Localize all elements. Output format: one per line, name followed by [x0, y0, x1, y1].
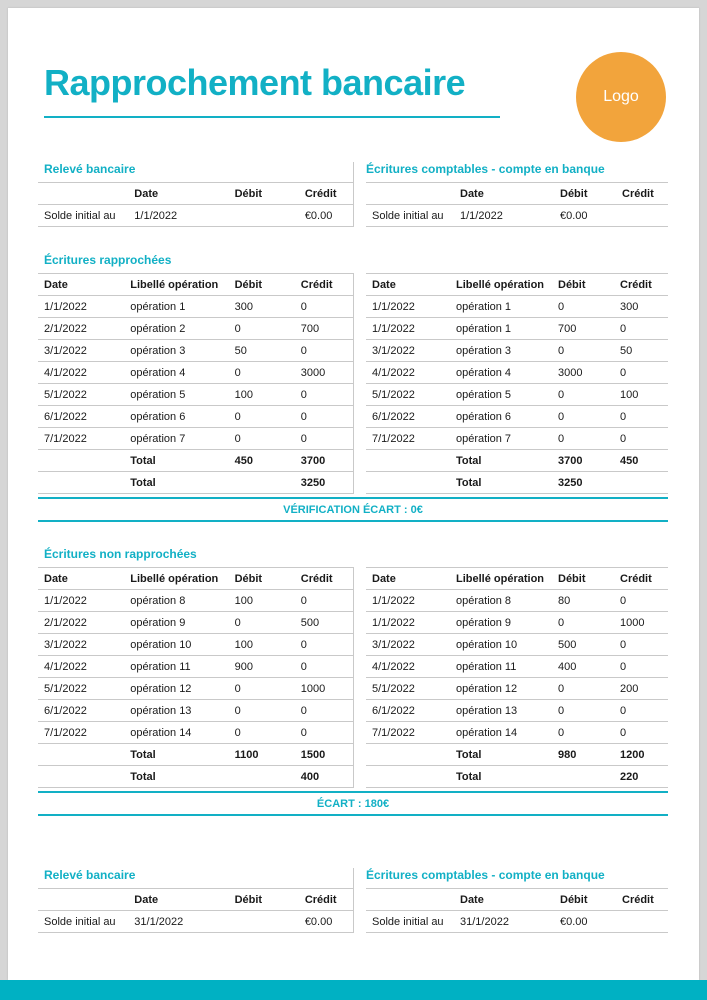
table-cell: 0	[295, 721, 353, 743]
table-row	[366, 383, 668, 405]
table-row	[366, 589, 668, 611]
table-cell: 100	[614, 383, 668, 405]
table-cell: opération 2	[124, 317, 228, 339]
section-heading-non-rapprochees: Écritures non rapprochées	[44, 546, 197, 561]
table-cell: Total	[124, 743, 228, 765]
table-header-row	[38, 182, 353, 204]
table-row	[38, 317, 353, 339]
table-row	[38, 295, 353, 317]
column-header: Débit	[554, 888, 616, 910]
table-cell: 1/1/2022	[454, 204, 554, 226]
table-cell: Total	[450, 471, 552, 493]
table-cell: Total	[124, 449, 228, 471]
table-cell: opération 6	[124, 405, 228, 427]
table-cell: 0	[295, 633, 353, 655]
table-cell: opération 4	[450, 361, 552, 383]
table-cell: 0	[614, 317, 668, 339]
table-row	[366, 361, 668, 383]
logo	[576, 52, 666, 142]
table-cell: 300	[229, 295, 295, 317]
column-header: Crédit	[295, 273, 353, 295]
table-cell: Solde initial au	[38, 204, 128, 226]
table-cell: 0	[295, 383, 353, 405]
table-cell: 0	[295, 427, 353, 449]
table-row	[366, 405, 668, 427]
solde-final-releve	[38, 868, 353, 933]
table-cell: 980	[552, 743, 614, 765]
column-header	[366, 182, 454, 204]
table-cell: opération 7	[124, 427, 228, 449]
table-cell: 3/1/2022	[366, 633, 450, 655]
table-cell	[38, 471, 124, 493]
table-cell	[366, 449, 450, 471]
rapprochees-banque	[38, 273, 353, 494]
column-header: Débit	[552, 273, 614, 295]
table-cell: 3700	[295, 449, 353, 471]
column-header: Débit	[229, 273, 295, 295]
table-cell: €0.00	[299, 204, 353, 226]
table-cell: 6/1/2022	[38, 405, 124, 427]
non-rapprochees-comptables-table	[366, 567, 668, 788]
table-cell: opération 12	[124, 677, 228, 699]
table-row	[38, 471, 353, 493]
table-cell: 4/1/2022	[366, 655, 450, 677]
table-cell: 7/1/2022	[38, 427, 124, 449]
non-rapprochees-banque	[38, 567, 353, 788]
table-cell: 500	[552, 633, 614, 655]
table-cell: opération 14	[450, 721, 552, 743]
column-header: Date	[128, 182, 228, 204]
non-rapprochees-comptables	[353, 567, 668, 788]
table-cell	[229, 910, 299, 932]
title-underline	[44, 116, 500, 118]
rapprochees-comptables-table	[366, 273, 668, 494]
table-cell: 1/1/2022	[366, 317, 450, 339]
table-cell: 0	[229, 405, 295, 427]
table-cell: 3/1/2022	[366, 339, 450, 361]
column-header: Crédit	[616, 888, 668, 910]
table-cell: 900	[229, 655, 295, 677]
table-cell: 0	[295, 699, 353, 721]
table-cell: 0	[295, 405, 353, 427]
table-cell: 2/1/2022	[38, 317, 124, 339]
section-ecritures-non-rapprochees	[38, 547, 668, 816]
table-row	[38, 765, 353, 787]
section-heading-rapprochees: Écritures rapprochées	[44, 252, 172, 267]
table-cell: 0	[614, 721, 668, 743]
table-cell: 0	[614, 427, 668, 449]
table-cell: 4/1/2022	[38, 361, 124, 383]
solde-initial-comptables	[353, 162, 668, 227]
table-cell: opération 8	[450, 589, 552, 611]
table-cell: 50	[614, 339, 668, 361]
table-cell: 1100	[229, 743, 295, 765]
table-row	[366, 317, 668, 339]
table-cell: €0.00	[299, 910, 353, 932]
table-cell	[614, 471, 668, 493]
table-row	[38, 611, 353, 633]
table-cell: Total	[124, 471, 228, 493]
column-header: Libellé opération	[450, 567, 552, 589]
table-cell: 0	[552, 699, 614, 721]
table-cell: Solde initial au	[38, 910, 128, 932]
table-row	[366, 743, 668, 765]
table-cell	[366, 743, 450, 765]
table-cell: 1/1/2022	[366, 295, 450, 317]
table-cell: 0	[552, 295, 614, 317]
section-heading-releve-bancaire-final: Relevé bancaire	[44, 867, 136, 882]
table-cell: 100	[229, 589, 295, 611]
table-cell: 0	[229, 427, 295, 449]
section-heading-ecritures-comptables-final: Écritures comptables - compte en banque	[366, 867, 605, 882]
section-solde-initial	[38, 162, 668, 227]
column-header: Débit	[229, 567, 295, 589]
table-cell: 0	[552, 677, 614, 699]
non-rapprochees-banque-table	[38, 567, 353, 788]
table-cell: 0	[295, 295, 353, 317]
table-cell: 0	[614, 361, 668, 383]
table-row	[366, 339, 668, 361]
table-cell	[616, 910, 668, 932]
table-cell: 450	[614, 449, 668, 471]
table-cell: 3000	[295, 361, 353, 383]
table-cell	[552, 765, 614, 787]
column-header: Date	[38, 567, 124, 589]
table-cell: 0	[614, 633, 668, 655]
document-page	[8, 8, 699, 980]
table-cell: 0	[229, 721, 295, 743]
table-row	[366, 655, 668, 677]
table-cell: opération 14	[124, 721, 228, 743]
table-cell: 3/1/2022	[38, 633, 124, 655]
table-row	[38, 677, 353, 699]
table-cell: 700	[295, 317, 353, 339]
table-row	[38, 204, 353, 226]
table-cell: opération 10	[124, 633, 228, 655]
column-header: Date	[128, 888, 228, 910]
table-row	[366, 721, 668, 743]
table-cell: 100	[229, 383, 295, 405]
table-row	[38, 633, 353, 655]
table-cell: 1/1/2022	[128, 204, 228, 226]
column-header: Crédit	[299, 888, 353, 910]
solde-final-comptables-table	[366, 888, 668, 933]
table-cell: 1/1/2022	[38, 589, 124, 611]
column-header: Crédit	[614, 567, 668, 589]
table-row	[366, 449, 668, 471]
column-header: Date	[366, 273, 450, 295]
solde-initial-comptables-table	[366, 182, 668, 227]
table-header-row	[366, 567, 668, 589]
table-cell: 80	[552, 589, 614, 611]
table-cell: 3250	[295, 471, 353, 493]
table-cell: 1000	[614, 611, 668, 633]
table-cell: 5/1/2022	[366, 677, 450, 699]
solde-final-comptables	[353, 868, 668, 933]
table-cell: opération 5	[124, 383, 228, 405]
table-header-row	[366, 888, 668, 910]
table-cell: opération 6	[450, 405, 552, 427]
column-header: Libellé opération	[450, 273, 552, 295]
table-cell: 7/1/2022	[38, 721, 124, 743]
column-header: Date	[38, 273, 124, 295]
table-cell: opération 8	[124, 589, 228, 611]
table-cell: opération 9	[450, 611, 552, 633]
table-row	[366, 427, 668, 449]
table-row	[38, 361, 353, 383]
table-cell: opération 13	[124, 699, 228, 721]
table-cell: opération 1	[124, 295, 228, 317]
table-cell: opération 4	[124, 361, 228, 383]
table-row	[38, 589, 353, 611]
column-header: Libellé opération	[124, 273, 228, 295]
column-header: Date	[454, 888, 554, 910]
table-cell: €0.00	[554, 910, 616, 932]
document-header	[8, 64, 699, 118]
table-row	[38, 449, 353, 471]
table-row	[38, 721, 353, 743]
section-heading-releve-bancaire: Relevé bancaire	[44, 161, 136, 176]
table-row	[38, 743, 353, 765]
solde-initial-releve	[38, 162, 353, 227]
table-row	[38, 405, 353, 427]
table-row	[38, 699, 353, 721]
section-ecritures-rapprochees	[38, 253, 668, 522]
table-cell: opération 5	[450, 383, 552, 405]
table-cell: opération 10	[450, 633, 552, 655]
table-cell: opération 3	[450, 339, 552, 361]
table-row	[38, 427, 353, 449]
table-cell: 100	[229, 633, 295, 655]
table-cell: 200	[614, 677, 668, 699]
solde-initial-releve-table	[38, 182, 353, 227]
table-cell: Solde initial au	[366, 204, 454, 226]
table-row	[366, 204, 668, 226]
table-row	[366, 471, 668, 493]
column-header: Débit	[554, 182, 616, 204]
table-cell: 0	[614, 405, 668, 427]
column-header	[38, 888, 128, 910]
table-cell: Total	[124, 765, 228, 787]
table-header-row	[38, 888, 353, 910]
table-row	[38, 655, 353, 677]
table-cell: 5/1/2022	[38, 383, 124, 405]
table-row	[38, 910, 353, 932]
column-header: Date	[366, 567, 450, 589]
rapprochees-tables	[38, 273, 668, 494]
table-cell: 220	[614, 765, 668, 787]
section-solde-final	[38, 868, 668, 933]
table-cell: 2/1/2022	[38, 611, 124, 633]
table-cell: opération 1	[450, 295, 552, 317]
table-cell: 0	[614, 699, 668, 721]
table-cell: opération 7	[450, 427, 552, 449]
table-cell	[38, 743, 124, 765]
table-row	[366, 295, 668, 317]
table-cell: opération 9	[124, 611, 228, 633]
page-title: Rapprochement bancaire	[44, 62, 466, 103]
table-cell: 450	[229, 449, 295, 471]
table-row	[38, 339, 353, 361]
column-header: Crédit	[299, 182, 353, 204]
table-cell: €0.00	[554, 204, 616, 226]
table-cell: 4/1/2022	[38, 655, 124, 677]
table-cell: 1500	[295, 743, 353, 765]
table-cell: 3700	[552, 449, 614, 471]
table-cell: 0	[552, 721, 614, 743]
non-rapprochees-tables	[38, 567, 668, 788]
table-cell: opération 11	[450, 655, 552, 677]
column-header: Crédit	[295, 567, 353, 589]
table-row	[38, 383, 353, 405]
column-header: Libellé opération	[124, 567, 228, 589]
table-cell: opération 12	[450, 677, 552, 699]
column-header: Date	[454, 182, 554, 204]
table-cell: Total	[450, 743, 552, 765]
table-cell: 6/1/2022	[366, 405, 450, 427]
table-cell: 400	[552, 655, 614, 677]
table-header-row	[38, 273, 353, 295]
table-header-row	[38, 567, 353, 589]
table-cell: 0	[552, 405, 614, 427]
ecart-band: ÉCART : 180€	[38, 791, 668, 816]
table-cell: 0	[229, 317, 295, 339]
column-header	[38, 182, 128, 204]
table-cell: 3/1/2022	[38, 339, 124, 361]
table-cell: 1/1/2022	[366, 611, 450, 633]
table-row	[366, 633, 668, 655]
table-cell: 500	[295, 611, 353, 633]
footer-accent-bar	[0, 980, 707, 1000]
table-cell: 0	[552, 611, 614, 633]
table-cell: 50	[229, 339, 295, 361]
table-cell: 700	[552, 317, 614, 339]
table-cell: 0	[295, 655, 353, 677]
table-cell: 6/1/2022	[38, 699, 124, 721]
table-cell: 300	[614, 295, 668, 317]
table-cell: 5/1/2022	[38, 677, 124, 699]
table-cell	[38, 765, 124, 787]
table-row	[366, 765, 668, 787]
table-cell	[229, 204, 299, 226]
table-cell	[229, 765, 295, 787]
table-row	[366, 910, 668, 932]
solde-final-releve-table	[38, 888, 353, 933]
table-cell: opération 1	[450, 317, 552, 339]
table-cell: 1000	[295, 677, 353, 699]
table-cell: 3250	[552, 471, 614, 493]
table-cell	[366, 471, 450, 493]
table-cell: 0	[552, 383, 614, 405]
table-cell: 4/1/2022	[366, 361, 450, 383]
table-cell: opération 11	[124, 655, 228, 677]
table-row	[366, 699, 668, 721]
column-header: Débit	[229, 888, 299, 910]
table-cell: 0	[614, 589, 668, 611]
table-cell: 1200	[614, 743, 668, 765]
table-cell: 31/1/2022	[128, 910, 228, 932]
table-cell: 0	[295, 339, 353, 361]
document-content	[8, 162, 699, 933]
column-header: Crédit	[616, 182, 668, 204]
table-cell: 0	[614, 655, 668, 677]
column-header: Crédit	[614, 273, 668, 295]
rapprochees-comptables	[353, 273, 668, 494]
table-cell: 7/1/2022	[366, 721, 450, 743]
table-cell: 0	[229, 699, 295, 721]
table-cell	[38, 449, 124, 471]
table-cell: 0	[295, 589, 353, 611]
table-cell: 0	[552, 427, 614, 449]
table-cell: 3000	[552, 361, 614, 383]
table-cell	[366, 765, 450, 787]
table-cell	[616, 204, 668, 226]
table-cell: 0	[552, 339, 614, 361]
table-row	[366, 611, 668, 633]
table-cell: 0	[229, 611, 295, 633]
table-row	[366, 677, 668, 699]
column-header: Débit	[229, 182, 299, 204]
section-heading-ecritures-comptables: Écritures comptables - compte en banque	[366, 161, 605, 176]
table-cell: 31/1/2022	[454, 910, 554, 932]
table-cell: 5/1/2022	[366, 383, 450, 405]
table-header-row	[366, 182, 668, 204]
table-cell: 1/1/2022	[366, 589, 450, 611]
table-cell: Total	[450, 449, 552, 471]
table-header-row	[366, 273, 668, 295]
table-cell: opération 13	[450, 699, 552, 721]
table-cell: 6/1/2022	[366, 699, 450, 721]
table-cell	[229, 471, 295, 493]
rapprochees-banque-table	[38, 273, 353, 494]
column-header	[366, 888, 454, 910]
table-cell: 1/1/2022	[38, 295, 124, 317]
table-cell: 0	[229, 361, 295, 383]
table-cell: 7/1/2022	[366, 427, 450, 449]
table-cell: Total	[450, 765, 552, 787]
verification-ecart-band: VÉRIFICATION ÉCART : 0€	[38, 497, 668, 522]
table-cell: 0	[229, 677, 295, 699]
column-header: Débit	[552, 567, 614, 589]
table-cell: opération 3	[124, 339, 228, 361]
table-cell: 400	[295, 765, 353, 787]
logo-label: Logo	[603, 88, 639, 105]
table-cell: Solde initial au	[366, 910, 454, 932]
